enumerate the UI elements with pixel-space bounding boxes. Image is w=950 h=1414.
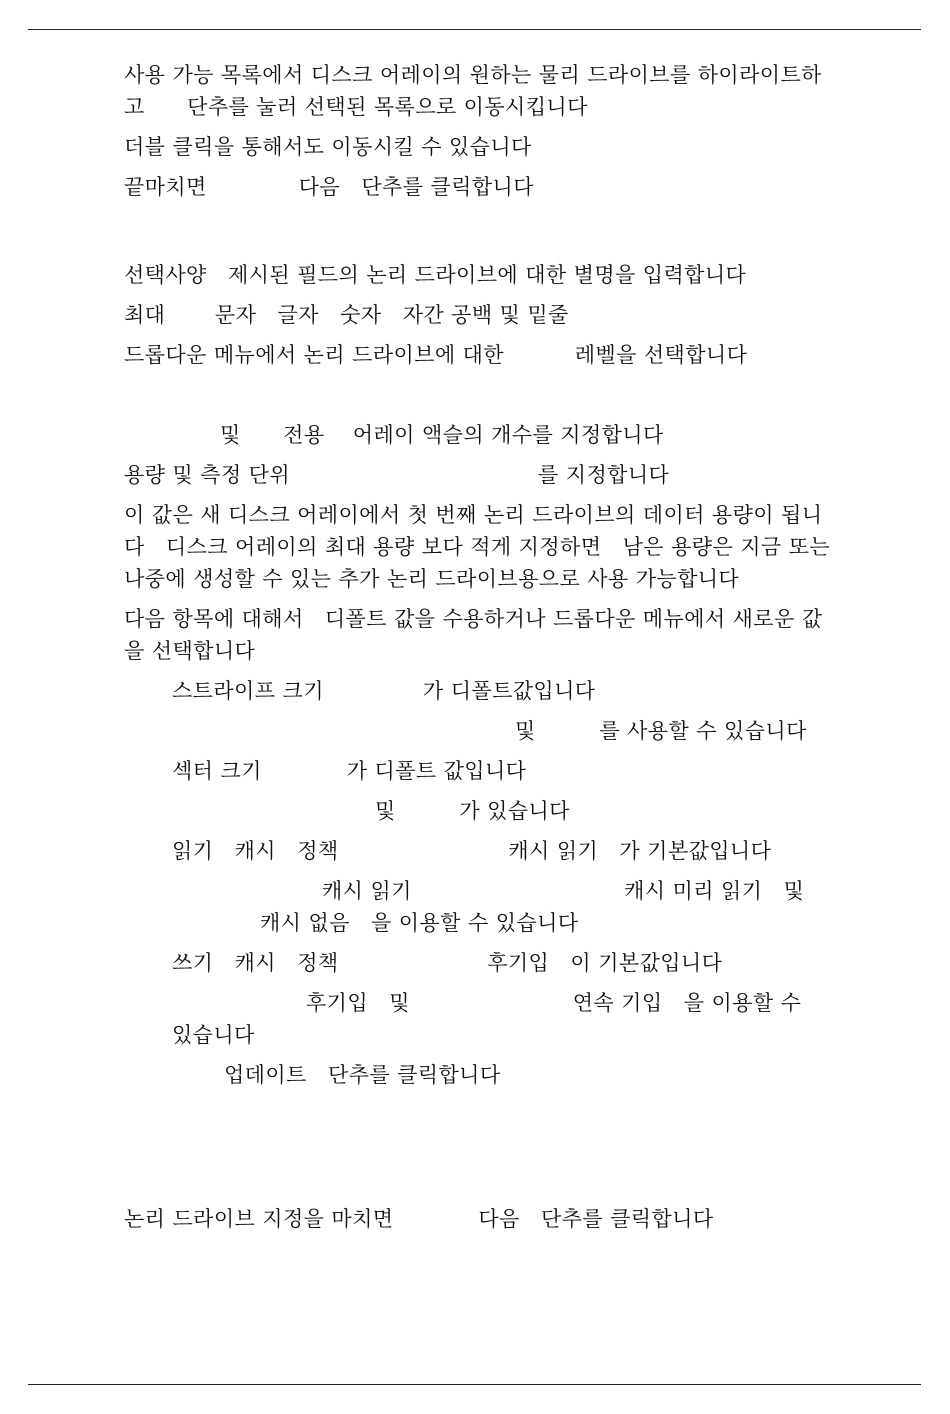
bottom-rule xyxy=(28,1384,921,1385)
text-line: 이 값은 새 디스크 어레이에서 첫 번째 논리 드라이브의 데이터 용량이 됩니 xyxy=(124,503,823,527)
text-line: 쓰기 캐시 정책 후기입 이 기본값입니다 xyxy=(172,951,723,975)
text-line: 후기입 및 연속 기입 을 이용할 수 xyxy=(306,991,802,1015)
text-line: 끝마치면 다음 단추를 클릭합니다 xyxy=(124,175,534,199)
text-line: 다음 항목에 대해서 디폴트 값을 수용하거나 드롭다운 메뉴에서 새로운 값 xyxy=(124,607,823,631)
text-line: 및 가 있습니다 xyxy=(375,799,570,823)
text-line: 읽기 캐시 정책 캐시 읽기 가 기본값입니다 xyxy=(172,839,772,863)
text-line: 캐시 없음 을 이용할 수 있습니다 xyxy=(260,911,579,935)
text-line: 업데이트 단추를 클릭합니다 xyxy=(224,1063,501,1087)
text-line: 고 단추를 눌러 선택된 목록으로 이동시킵니다 xyxy=(124,95,588,119)
text-line: 다 디스크 어레이의 최대 용량 보다 적게 지정하면 남은 용량은 지금 또는 xyxy=(124,535,831,559)
text-line: 스트라이프 크기 가 디폴트값입니다 xyxy=(172,679,596,703)
text-line: 캐시 읽기 캐시 미리 읽기 및 xyxy=(322,879,805,903)
text-line: 및 전용 어레이 액슬의 개수를 지정합니다 xyxy=(220,423,664,447)
text-line: 최대 문자 글자 숫자 자간 공백 및 밑줄 xyxy=(124,303,569,327)
text-line: 용량 및 측정 단위 xyxy=(124,463,291,487)
text-line: 를 지정합니다 xyxy=(538,463,670,487)
text-line: 있습니다 xyxy=(172,1023,255,1047)
text-line: 드롭다운 메뉴에서 논리 드라이브에 대한 레벨을 선택합니다 xyxy=(124,343,748,367)
text-line: 사용 가능 목록에서 디스크 어레이의 원하는 물리 드라이브를 하이라이트하 xyxy=(124,63,822,87)
top-rule xyxy=(28,29,921,30)
text-line: 더블 클릭을 통해서도 이동시킬 수 있습니다 xyxy=(124,135,532,159)
text-line: 논리 드라이브 지정을 마치면 다음 단추를 클릭합니다 xyxy=(124,1207,714,1231)
text-line: 및 를 사용할 수 있습니다 xyxy=(515,719,807,743)
text-line: 섹터 크기 가 디폴트 값입니다 xyxy=(172,759,527,783)
text-line: 을 선택합니다 xyxy=(124,639,256,663)
text-line: 나중에 생성할 수 있는 추가 논리 드라이브용으로 사용 가능합니다 xyxy=(124,567,740,591)
text-line: 선택사양 제시된 필드의 논리 드라이브에 대한 별명을 입력합니다 xyxy=(124,263,747,287)
